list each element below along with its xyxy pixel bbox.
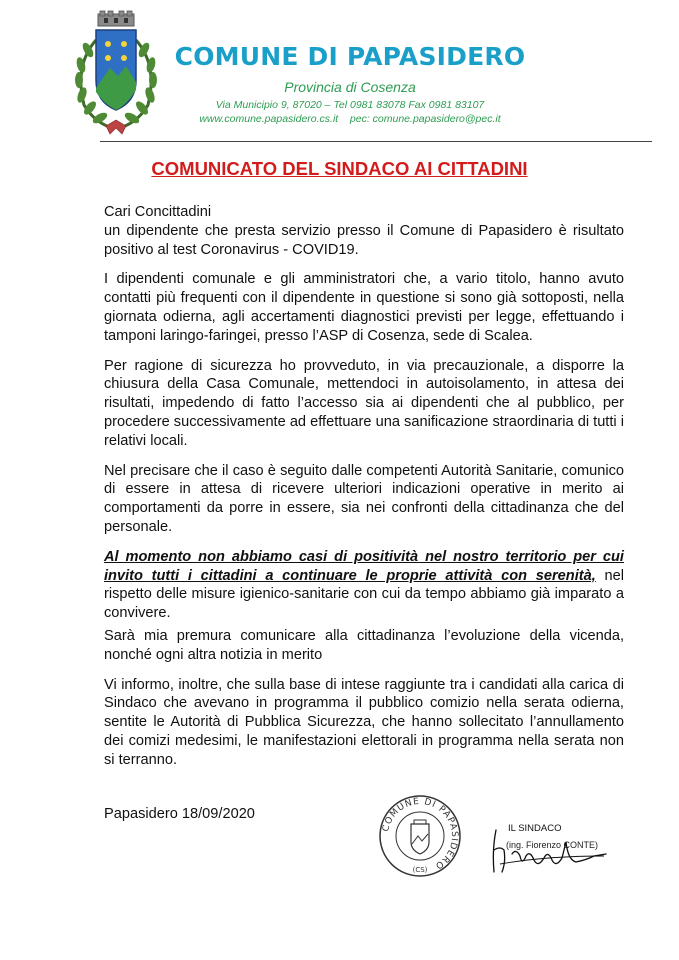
municipality-name: COMUNE DI PAPASIDERO: [174, 42, 526, 71]
municipal-crest-icon: [66, 10, 166, 140]
signature-name: (ing. Fiorenzo CONTE): [506, 840, 599, 850]
website-link[interactable]: www.comune.papasidero.cs.it: [199, 113, 339, 125]
svg-text:(CS): (CS): [412, 866, 428, 874]
paragraph-4: Nel precisare che il caso è seguito dalle competenti Autorità Sanitarie, comunico di essere in attesa di ricevere ulteriori indicazioni operative in merito ai comportamenti da porre in essere, sia nei confronti della cittadinanza che del personale.: [104, 462, 624, 535]
header-divider: [100, 141, 652, 142]
handwritten-signature-icon: [486, 820, 636, 880]
paragraph-emphasis: Al momento non abbiamo casi di positività nel nostro territorio per cui invito tutti i cittadini a continuare le proprie attività con serenità, nel rispetto delle misure igienico-sanitarie con cui da tempo abbiamo già imparato a convivere.: [104, 548, 625, 622]
paragraph-2: I dipendenti comunale e gli amministratori che, a vario titolo, hanno avuto contatti più frequenti con il dipendente in questione si sono già sottoposti, nella giornata odierna, agli accertamenti diagnostici previsti per legge, effettuando i tamponi laringo-faringei, presso l’ASP di Cosenza, sede di Scalea.: [104, 271, 624, 344]
salutation: Cari Concittadini: [104, 204, 212, 220]
signature-block: [486, 806, 636, 886]
province-name: Provincia di Cosenza: [284, 79, 416, 95]
document-title: COMUNICATO DEL SINDACO AI CITTADINI: [151, 158, 528, 179]
paragraph-3: Per ragione di sicurezza ho provveduto, in via precauzionale, a disporre la chiusura della Casa Comunale, mettendoci in autoisolamento, in attesa dei risultati, impedendo di fatto l’accesso sia ai dipendenti che al pubblico, per procedere successivamente ad effettuare una sanificazione straordinaria di tutti i relativi locali.: [104, 357, 624, 449]
place-date: Papasidero 18/09/2020: [104, 806, 255, 822]
contact-web: [160, 113, 540, 125]
document-body: [104, 203, 624, 781]
paragraph-1: un dipendente che presta servizio presso il Comune di Papasidero è risultato positivo al test Coronavirus - COVID19.: [104, 222, 624, 258]
emphasis-text: Al momento non abbiamo casi di positività nel nostro territorio per cui invito tutti i cittadini a continuare le proprie attività con serenità,: [104, 548, 624, 584]
paragraph-final: Vi informo, inoltre, che sulla base di intese raggiunte tra i candidati alla carica di Sindaco che avevano in programma il pubblico comizio nella serata odierna, sentite le Autorità di Pubblica Sicurezza, che hanno sollecitato l’annullamento dei comizi medesimi, le manifestazioni elettorali in programma nella serata non si terranno.: [104, 676, 624, 768]
pec-email-link[interactable]: pec: comune.papasidero@pec.it: [349, 113, 501, 125]
official-stamp-icon: [378, 794, 462, 878]
signature-title: IL SINDACO: [508, 823, 562, 834]
contact-address: Via Municipio 9, 87020 – Tel 0981 83078 Fax 0981 83107: [215, 99, 485, 111]
paragraph-update: Sarà mia premura comunicare alla cittadinanza l’evoluzione della vicenda, nonché ogni altra notizia in merito: [104, 627, 624, 663]
svg-text:COMUNE DI PAPASIDERO: COMUNE DI PAPASIDERO: [381, 796, 460, 871]
